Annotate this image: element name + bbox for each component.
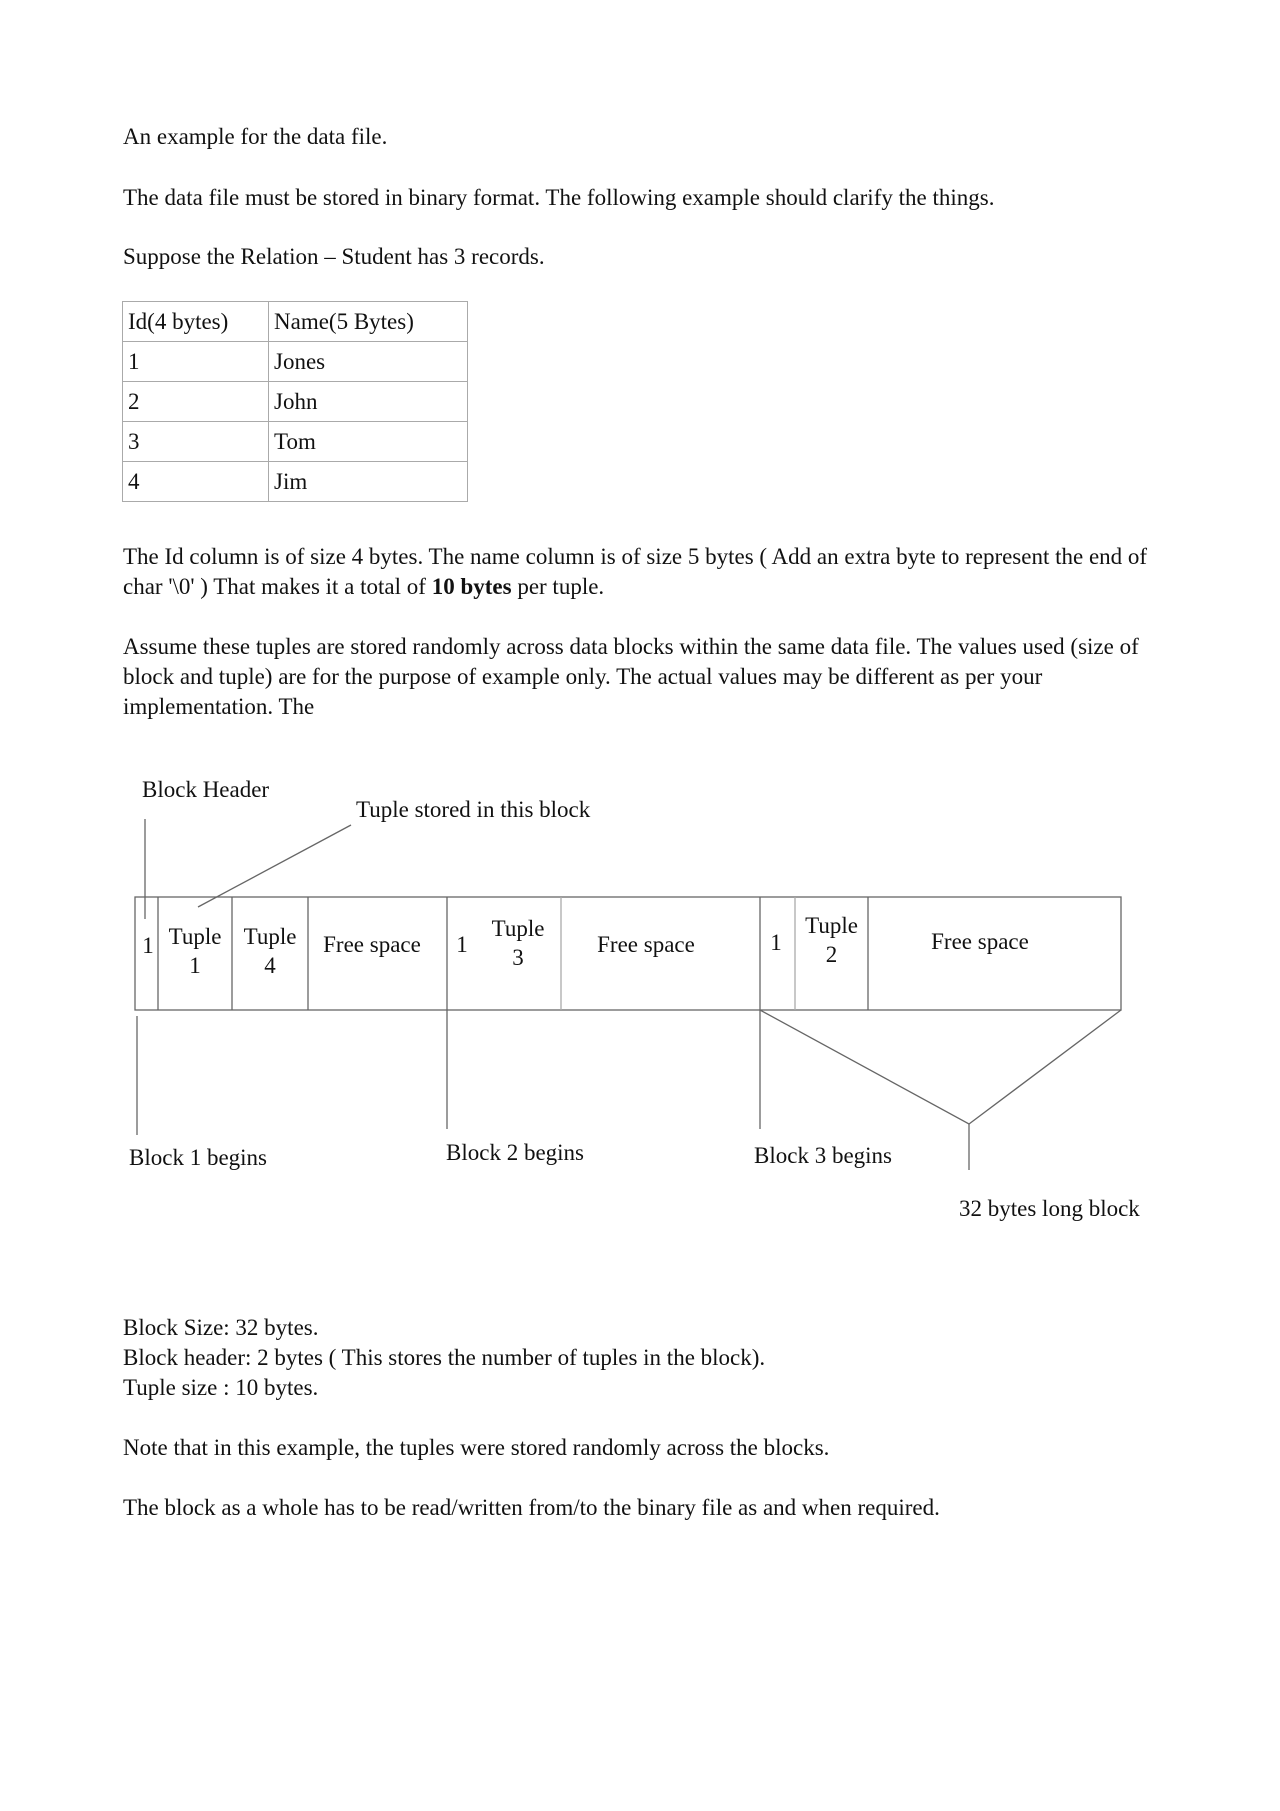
cell-text: 3 [512,945,524,970]
cell-name: John [269,382,468,422]
block1-count: 1 [142,933,154,958]
cell-id: 2 [123,382,269,422]
block1-tuple4 [232,922,308,980]
block2-free-space: Free space [597,932,695,957]
block-header-label: Block Header [142,777,270,802]
block2-begins-label: Block 2 begins [446,1140,584,1165]
closing-text: The block as a whole has to be read/written from/to the binary file as and when required. [123,1495,940,1520]
cell-text: 4 [264,953,276,978]
block2-count: 1 [456,932,468,957]
block2-tuple3 [478,914,558,972]
intro-line-2: The data file must be stored in binary format. The following example should clarify the things. [123,185,995,210]
cell-id: 1 [123,342,269,382]
block3-count: 1 [770,930,782,955]
block3-tuple2 [795,911,868,969]
cell-text: Tuple [805,913,858,938]
cell-name: Jones [269,342,468,382]
intro-line-1: An example for the data file. [123,124,388,149]
spec-block-header: Block header: 2 bytes ( This stores the number of tuples in the block). [123,1345,766,1370]
cell-text: Tuple [491,916,545,941]
header-id: Id(4 bytes) [123,302,269,342]
para1-bold: 10 bytes [431,574,512,599]
cell-text: 1 [189,953,201,978]
tuple-pointer [198,825,351,907]
header-name: Name(5 Bytes) [269,302,468,342]
spec-block-size: Block Size: 32 bytes. [123,1315,319,1340]
spec-tuple-size: Tuple size : 10 bytes. [123,1375,319,1400]
cell-id: 3 [123,422,269,462]
cell-text: 2 [825,942,838,967]
para1-text: The Id column is of size 4 bytes. The name column is of size 5 bytes ( Add an extra byte to represent the end of char '\0' ) That makes it a total of [123,544,1148,599]
para1-text-end: per tuple. [511,574,605,599]
block1-tuple1 [158,922,232,980]
cell-name: Tom [269,422,468,462]
block1-begins-label: Block 1 begins [129,1145,267,1170]
cell-name: Jim [269,462,468,502]
cell-text: Tuple [168,924,222,949]
block3-begins-label: Block 3 begins [754,1143,892,1168]
paragraph-assumption: Assume these tuples are stored randomly across data blocks within the same data file. The values used (size of block and tuple) are for the purpose of example only. The actual values may be different as per your implementation. The [123,634,1139,719]
tuple-stored-label: Tuple stored in this block [356,797,591,822]
block3-free-space: Free space [931,929,1029,954]
note-text: Note that in this example, the tuples were stored randomly across the blocks. [123,1435,830,1460]
block1-free-space: Free space [323,932,421,957]
cell-text: Tuple [243,924,297,949]
block-length-label: 32 bytes long block [959,1196,1140,1221]
cell-id: 4 [123,462,269,502]
intro-line-3: Suppose the Relation – Student has 3 records. [123,244,545,269]
